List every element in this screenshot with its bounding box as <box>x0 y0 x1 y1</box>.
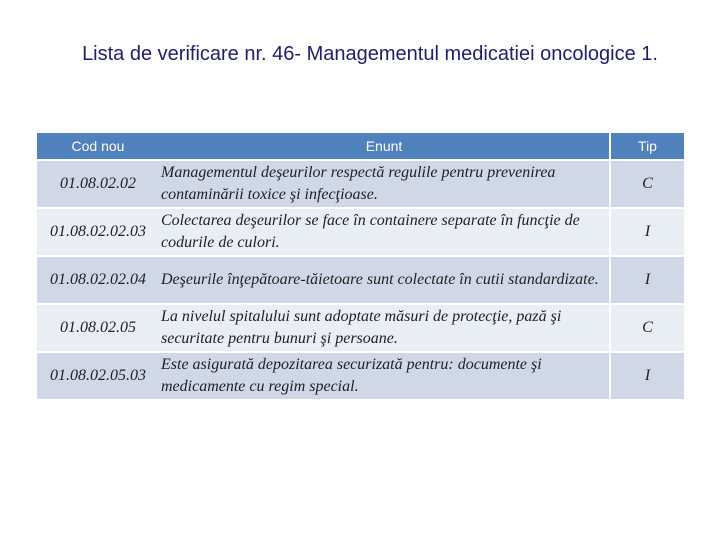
cell-tip: C <box>609 161 684 209</box>
table-row <box>37 209 684 257</box>
header-tip: Tip <box>609 133 684 161</box>
cell-enunt: Este asigurată depozitarea securizată pentru: documente şi medicamente cu regim special. <box>159 353 609 401</box>
page-title: Lista de verificare nr. 46- Managementul medicatiei oncologice 1. <box>82 43 658 65</box>
table-row <box>37 257 684 305</box>
header-enunt: Enunt <box>159 133 609 161</box>
cell-enunt: La nivelul spitalului sunt adoptate măsuri de protecţie, pază şi securitate pentru bunuri şi persoane. <box>159 305 609 353</box>
cell-cod: 01.08.02.05 <box>37 305 159 353</box>
table-row <box>37 305 684 353</box>
cell-enunt: Colectarea deşeurilor se face în containere separate în funcţie de codurile de culori. <box>159 209 609 257</box>
header-cod: Cod nou <box>37 133 159 161</box>
table-row <box>37 353 684 401</box>
cell-cod: 01.08.02.02.03 <box>37 209 159 257</box>
checklist-table <box>37 133 684 401</box>
cell-tip: C <box>609 305 684 353</box>
table-row <box>37 161 684 209</box>
cell-cod: 01.08.02.05.03 <box>37 353 159 401</box>
cell-cod: 01.08.02.02 <box>37 161 159 209</box>
cell-tip: I <box>609 257 684 305</box>
table-header-row <box>37 133 684 161</box>
cell-tip: I <box>609 353 684 401</box>
cell-enunt: Deşeurile înţepătoare-tăietoare sunt colectate în cutii standardizate. <box>159 257 609 305</box>
cell-enunt: Managementul deşeurilor respectă regulile pentru prevenirea contaminării toxice şi infecţioase. <box>159 161 609 209</box>
cell-cod: 01.08.02.02.04 <box>37 257 159 305</box>
cell-tip: I <box>609 209 684 257</box>
